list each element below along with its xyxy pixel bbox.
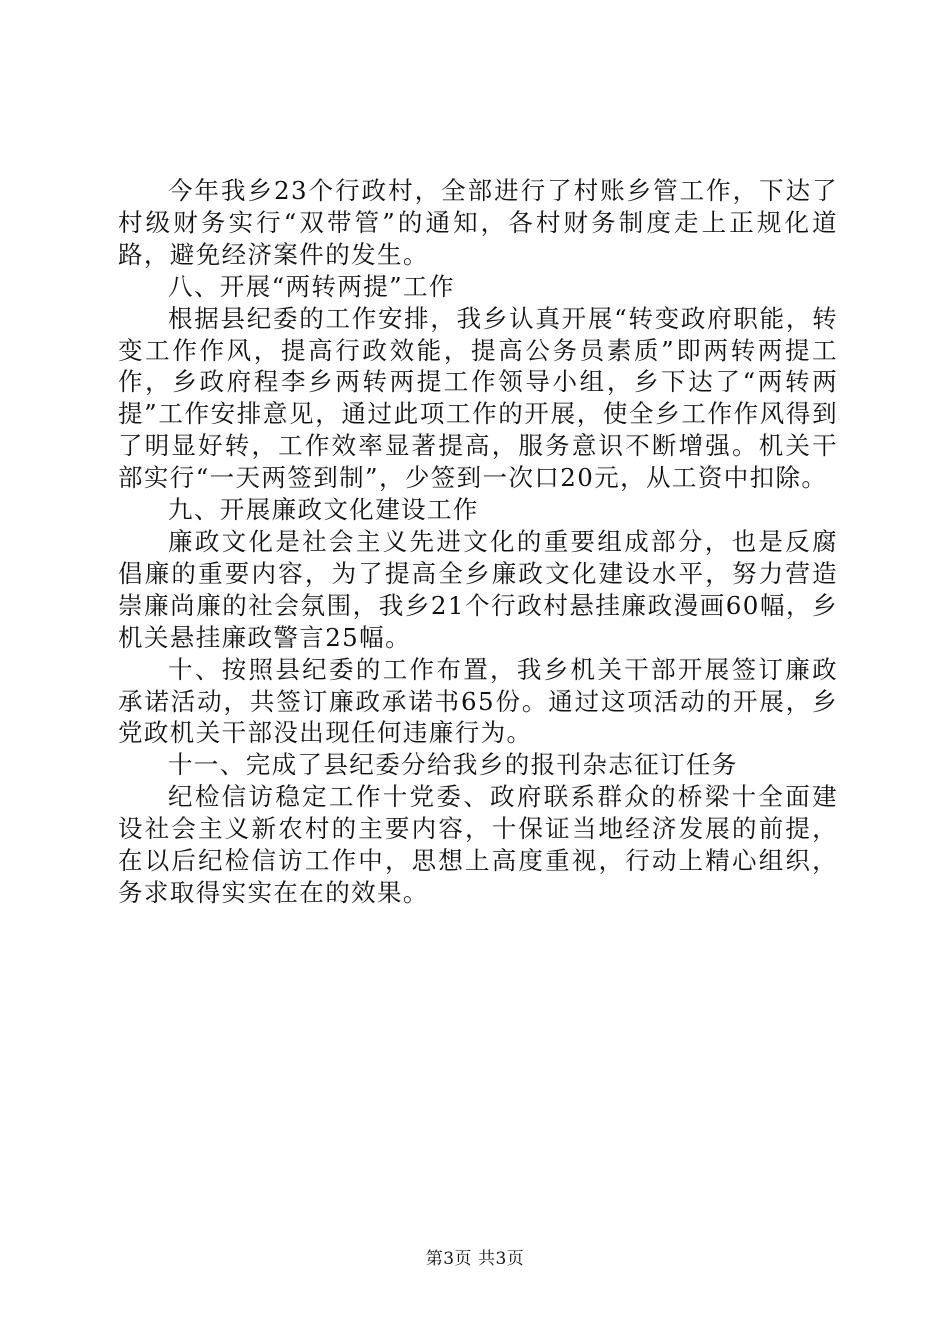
paragraph-two-changes: 根据县纪委的工作安排，我乡认真开展“转变政府职能，转变工作作风，提高行政效能，提高公务员素质”即两转两提工作，乡政府程李乡两转两提工作领导小组，乡下达了“两转两提”工作安排意见，通过此项工作的开展，使全乡工作作风得到了明显好转，工作效率显著提高，服务意识不断增强。机关干部实行“一天两签到制”，少签到一次口20元，从工资中扣除。 [118, 303, 838, 493]
paragraph-integrity-culture: 廉政文化是社会主义先进文化的重要组成部分，也是反腐倡廉的重要内容，为了提高全乡廉政文化建设水平，努力营造崇廉尚廉的社会氛围，我乡21个行政村悬挂廉政漫画60幅，乡机关悬挂廉政警言25幅。 [118, 526, 838, 652]
document-body [118, 175, 838, 909]
paragraph-section-10: 十、按照县纪委的工作布置，我乡机关干部开展签订廉政承诺活动，共签订廉政承诺书65份。通过这项活动的开展，乡党政机关干部没出现任何违廉行为。 [118, 654, 838, 748]
section-heading-11: 十一、完成了县纪委分给我乡的报刊杂志征订任务 [168, 750, 738, 780]
page-footer: 第3页 共3页 [425, 1249, 525, 1269]
paragraph-village-finance: 今年我乡23个行政村，全部进行了村账乡管工作，下达了村级财务实行“双带管”的通知，各村财务制度走上正规化道路，避免经济案件的发生。 [118, 176, 838, 269]
paragraph-petition-work: 纪检信访稳定工作十党委、政府联系群众的桥梁十全面建设社会主义新农村的主要内容，十保证当地经济发展的前提，在以后纪检信访工作中，思想上高度重视，行动上精心组织，务求取得实实在在的效果。 [118, 782, 838, 907]
section-heading-9: 九、开展廉政文化建设工作 [168, 495, 479, 525]
section-heading-8: 八、开展“两转两提”工作 [168, 271, 455, 301]
